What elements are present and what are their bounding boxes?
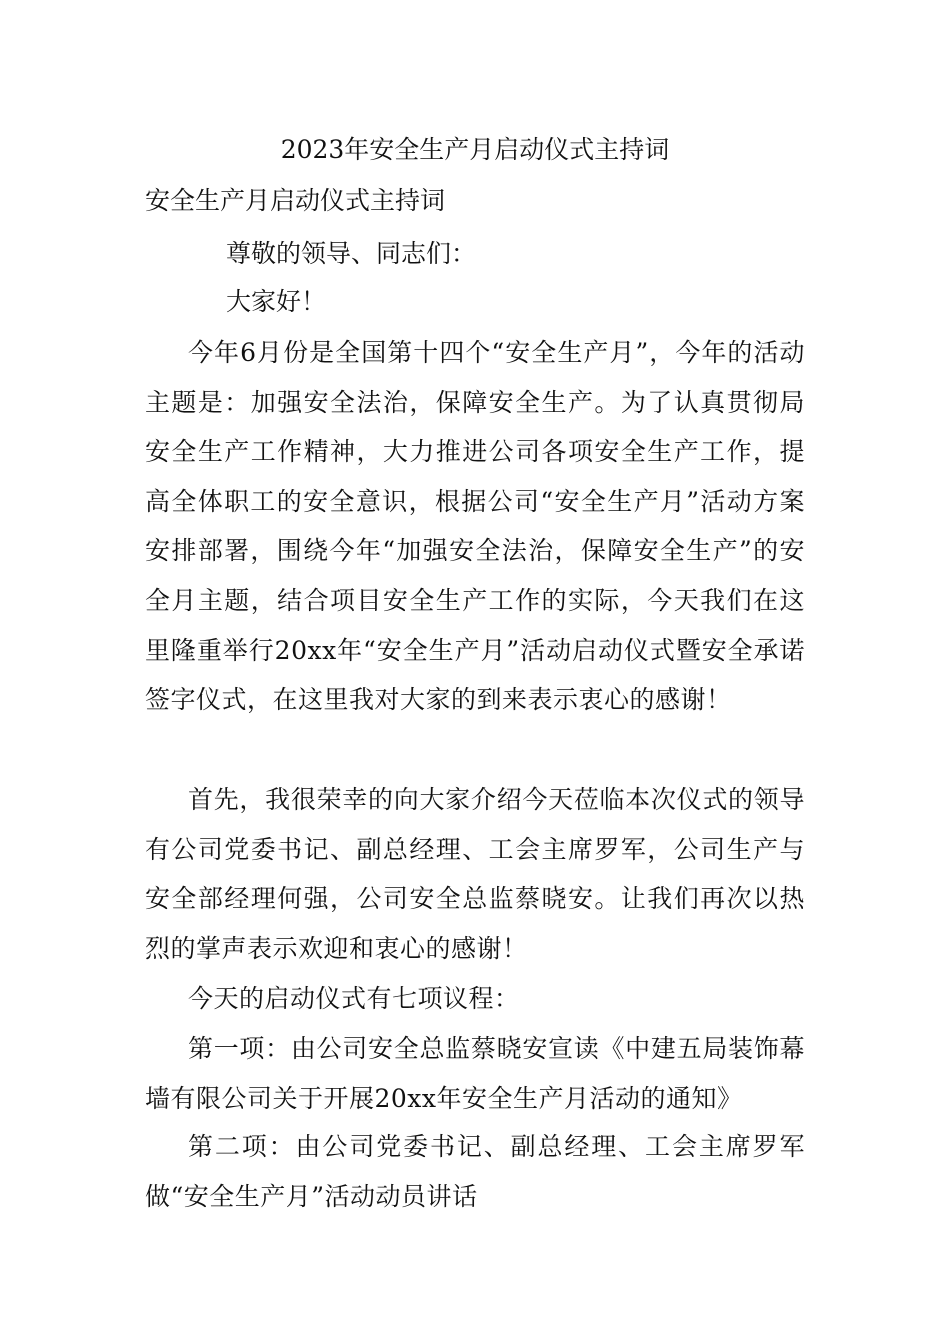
paragraph-item-1: 第一项：由公司安全总监蔡晓安宣读《中建五局装饰幕墙有限公司关于开展20xx年安全生产月活动的通知》 xyxy=(145,1034,805,1113)
document-title: 2023年安全生产月启动仪式主持词 xyxy=(280,135,670,164)
paragraph-intro: 今年6月份是全国第十四个“安全生产月”，今年的活动主题是：加强安全法治，保障安全生产。为了认真贯彻局安全生产工作精神，大力推进公司各项安全生产工作，提高全体职工的安全意识，根据公司“安全生产月”活动方案安排部署，围绕今年“加强安全法治，保障安全生产”的安全月主题，结合项目安全生产工作的实际，今天我们在这里隆重举行20xx年“安全生产月”活动启动仪式暨安全承诺签字仪式，在这里我对大家的到来表示衷心的感谢！ xyxy=(145,338,805,715)
greeting: 大家好！ xyxy=(226,287,327,316)
paragraph-agenda: 今天的启动仪式有七项议程： xyxy=(188,984,520,1013)
paragraph-leaders: 首先，我很荣幸的向大家介绍今天莅临本次仪式的领导有公司党委书记、副总经理、工会主席罗军，公司生产与安全部经理何强，公司安全总监蔡晓安。让我们再次以热烈的掌声表示欢迎和衷心的感谢！ xyxy=(145,785,805,963)
salutation: 尊敬的领导、同志们： xyxy=(226,239,477,268)
paragraph-item-2: 第二项：由公司党委书记、副总经理、工会主席罗军做“安全生产月”活动动员讲话 xyxy=(145,1132,805,1211)
document-subtitle: 安全生产月启动仪式主持词 xyxy=(145,186,446,215)
